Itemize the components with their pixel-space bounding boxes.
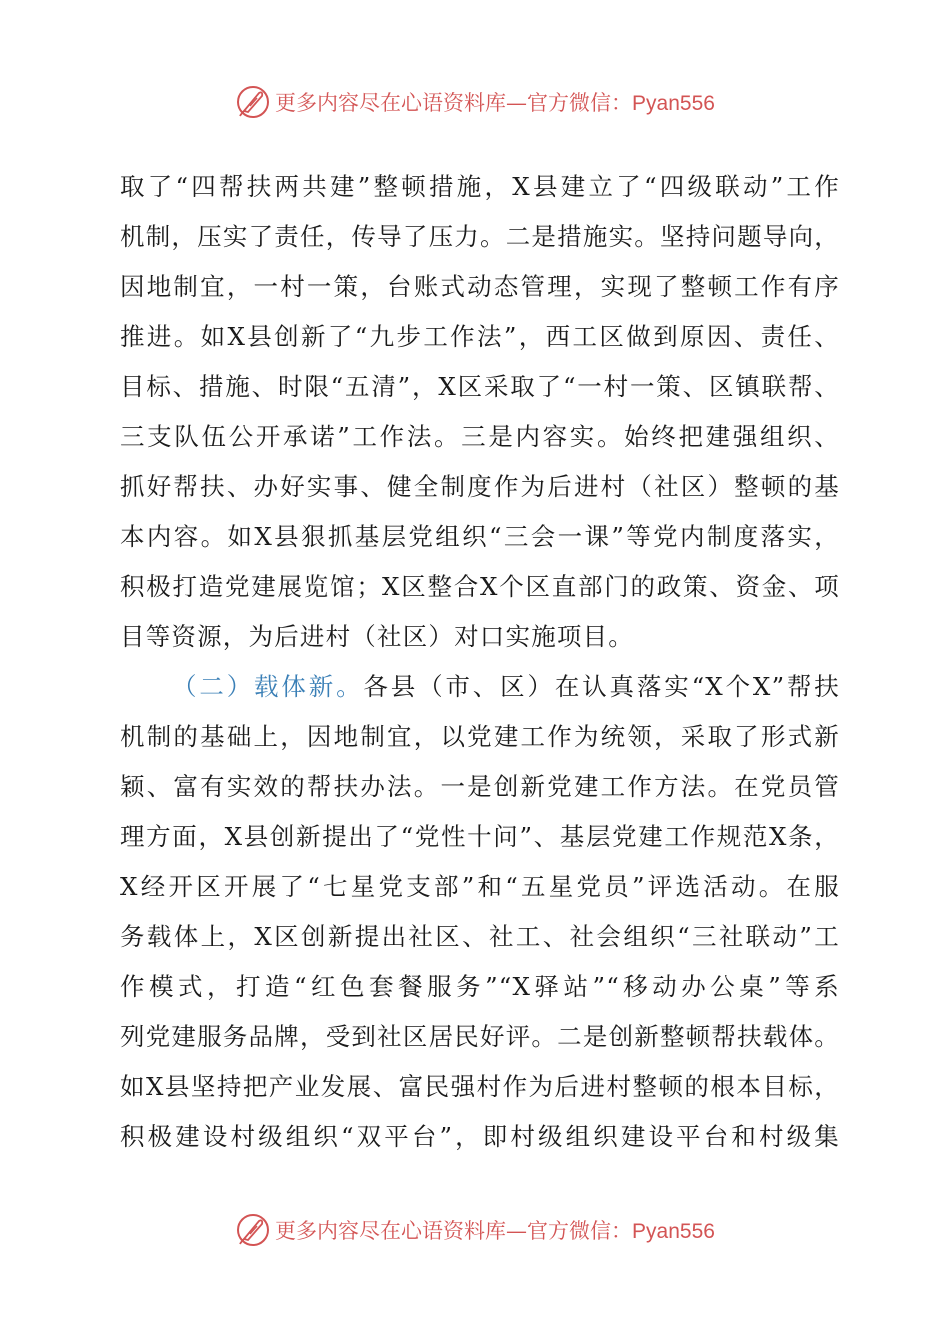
text-line: 目等资源，为后进村（社区）对口实施项目。: [120, 622, 634, 651]
banner-wechat-label: 官方微信：: [527, 91, 633, 115]
text-line: 积极打造党建展览馆；X区整合X个区直部门的政策、资金、项: [120, 572, 840, 601]
banner-main-text: 更多内容尽在心语资料库—: [275, 91, 528, 115]
text-line: 如X县坚持把产业发展、富民强村作为后进村整顿的根本目标，: [120, 1072, 840, 1101]
text-line: 作模式，打造“红色套餐服务”“X驿站”“移动办公桌”等系: [120, 972, 840, 1001]
banner-wechat-label: 官方微信：: [527, 1219, 633, 1243]
quill-logo-icon: [235, 84, 271, 120]
text-line: 抓好帮扶、办好实事、健全制度作为后进村（社区）整顿的基: [120, 472, 840, 501]
document-body: [120, 162, 840, 1162]
paragraph-2: [120, 662, 840, 1162]
text-line: 理方面，X县创新提出了“党性十问”、基层党建工作规范X条，: [120, 822, 840, 851]
text-line-first: [120, 662, 840, 712]
banner-text: [275, 87, 715, 117]
header-watermark-banner: [0, 82, 950, 122]
text-line: 取了“四帮扶两共建”整顿措施，X县建立了“四级联动”工作: [120, 172, 840, 201]
text-line: 推进。如X县创新了“九步工作法”，西工区做到原因、责任、: [120, 322, 840, 351]
text-line: 积极建设村级组织“双平台”，即村级组织建设平台和村级集: [120, 1122, 840, 1151]
banner-text: [275, 1215, 715, 1245]
quill-logo-icon: [235, 1212, 271, 1248]
banner-wechat-id: Pyan556: [632, 1220, 715, 1243]
text-line: 因地制宜，一村一策，台账式动态管理，实现了整顿工作有序: [120, 272, 840, 301]
footer-watermark-banner: [0, 1210, 950, 1250]
section-heading: （二）载体新。: [172, 672, 364, 701]
paragraph-1: [120, 162, 840, 662]
text-line: 三支队伍公开承诺”工作法。三是内容实。始终把建强组织、: [120, 422, 840, 451]
text-line: 本内容。如X县狠抓基层党组织“三会一课”等党内制度落实，: [120, 522, 840, 551]
banner-main-text: 更多内容尽在心语资料库—: [275, 1219, 528, 1243]
text-line: X经开区开展了“七星党支部”和“五星党员”评选活动。在服: [120, 872, 840, 901]
text-line: 务载体上，X区创新提出社区、社工、社会组织“三社联动”工: [120, 922, 840, 951]
text-line: 颖、富有实效的帮扶办法。一是创新党建工作方法。在党员管: [120, 772, 840, 801]
text-run: 各县（市、区）在认真落实“X个X”帮扶: [363, 672, 840, 701]
banner-wechat-id: Pyan556: [632, 92, 715, 115]
text-line: 目标、措施、时限“五清”，X区采取了“一村一策、区镇联帮、: [120, 372, 840, 401]
text-line: 机制，压实了责任，传导了压力。二是措施实。坚持问题导向，: [120, 222, 840, 251]
text-line: 列党建服务品牌，受到社区居民好评。二是创新整顿帮扶载体。: [120, 1022, 840, 1051]
text-line: 机制的基础上，因地制宜，以党建工作为统领，采取了形式新: [120, 722, 840, 751]
